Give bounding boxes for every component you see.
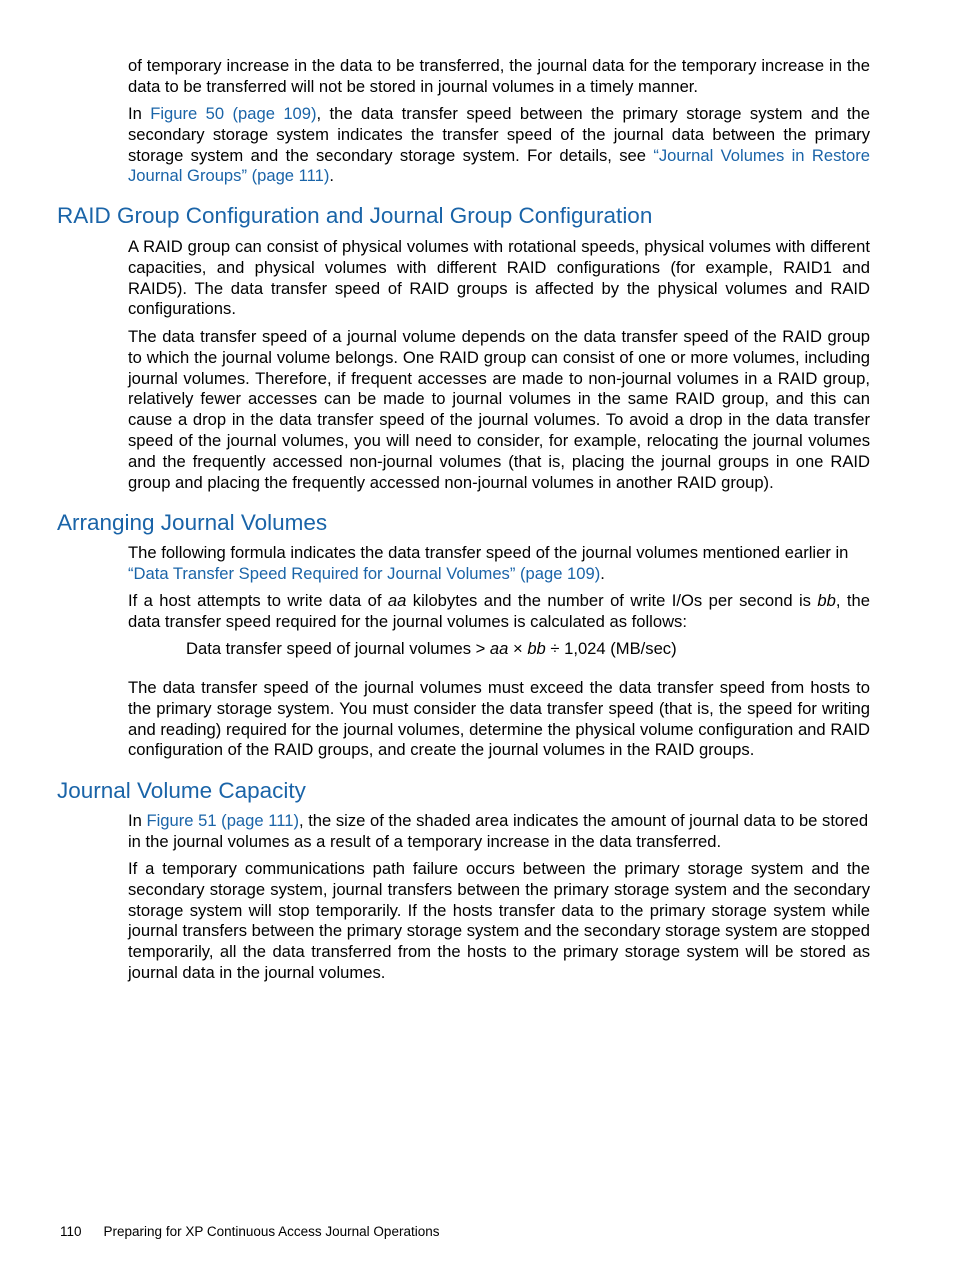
formula-variable-aa: aa xyxy=(489,639,509,658)
section-heading-raid-group: RAID Group Configuration and Journal Group Configuration xyxy=(57,203,653,228)
paragraph-text: A RAID group can consist of physical volumes with rotational speeds, physical volumes with different capacities, and physical volumes with different RAID configurations (for example, RAID1 and RAID5). The data transfer speed of RAID groups is affected by the physical volumes and RAID configurations. xyxy=(128,237,870,319)
paragraph-raid-1 xyxy=(128,237,870,320)
footer-title: Preparing for XP Continuous Access Journal Operations xyxy=(103,1224,440,1239)
paragraph-figure50 xyxy=(128,104,870,187)
paragraph-text: The data transfer speed of the journal volumes must exceed the data transfer speed from hosts to the primary storage system. You must consider the data transfer speed (that is, the speed for writing and reading) required for the journal volumes, determine the physical volume configuration and RAID configuration of the RAID groups, and create the journal volumes in the RAID groups. xyxy=(128,678,870,760)
paragraph-text: of temporary increase in the data to be transferred, the journal data for the temporary increase in the data to be transferred will not be stored in journal volumes in a timely manner. xyxy=(128,56,870,96)
paragraph-capacity-2 xyxy=(128,859,870,984)
text-run: , the data transfer speed between the primary storage system and the secondary storage system indicates the transfer speed of the journal data between the primary storage system and the secondary storage system. For details, see xyxy=(128,104,870,165)
text-run: . xyxy=(600,563,605,583)
text-run: , the size of the shaded area indicates the amount of journal data to be stored in the journal volumes as a result of a temporary increase in the data transferred. xyxy=(128,811,869,851)
figure-51-link[interactable]: Figure 51 (page 111) xyxy=(146,811,299,830)
paragraph-arranging-1 xyxy=(128,543,870,585)
formula-text: ÷ 1,024 (MB/sec) xyxy=(545,639,677,658)
figure-50-link[interactable]: Figure 50 (page 109) xyxy=(150,104,317,123)
section-heading-arranging: Arranging Journal Volumes xyxy=(57,510,328,535)
paragraph-text: The data transfer speed of a journal volume depends on the data transfer speed of the RAID group to which the journal volume belongs. One RAID group can consist of one or more volumes, including journal volumes. Therefore, if frequent accesses are made to non-journal volumes in a RAID group, relatively fewer accesses can be made to journal volumes in the same RAID group, and this can cause a drop in the data transfer speed of the journal volumes. To avoid a drop in the data transfer speed of the journal volumes, you will need to consider, for example, relocating the journal volumes and the frequently accessed non-journal volumes (that is, placing the journal groups in one RAID group and placing the frequently accessed non-journal volumes in another RAID group). xyxy=(128,327,870,492)
text-run: In xyxy=(128,811,147,830)
paragraph-text: If a temporary communications path failure occurs between the primary storage system and the secondary storage system, journal transfers between the primary storage system and the secondary storage system will stop temporarily. If the hosts transfer data to the primary storage system while journal transfers between the primary storage system and the secondary storage system are stopped temporarily, all the data transferred from the hosts to the primary storage system will be stored as journal data in the journal volumes. xyxy=(128,859,870,982)
paragraph-arranging-3 xyxy=(128,678,870,761)
data-transfer-speed-link[interactable]: “Data Transfer Speed Required for Journal Volumes” (page 109) xyxy=(128,563,601,583)
page-number: 110 xyxy=(60,1224,82,1239)
paragraph-arranging-2 xyxy=(128,591,870,633)
paragraph-raid-2 xyxy=(128,327,870,493)
variable-aa: aa xyxy=(387,591,407,610)
formula xyxy=(186,639,677,660)
text-run: In xyxy=(128,104,151,123)
variable-bb: bb xyxy=(817,591,836,610)
formula-text: Data transfer speed of journal volumes > xyxy=(186,639,490,658)
section-heading-capacity: Journal Volume Capacity xyxy=(57,778,306,803)
formula-times: × xyxy=(508,639,528,658)
text-run: The following formula indicates the data transfer speed of the journal volumes mentioned earlier in xyxy=(128,543,849,562)
formula-variable-bb: bb xyxy=(527,639,546,658)
text-run: . xyxy=(329,166,335,186)
text-run: kilobytes and the number of write I/Os per second is xyxy=(406,591,818,610)
text-run: , the data transfer speed required for the journal volumes is calculated as follows: xyxy=(128,591,870,631)
paragraph-continuation xyxy=(128,56,870,98)
page-footer xyxy=(60,1223,439,1241)
journal-volumes-restore-link[interactable]: “Journal Volumes in Restore Journal Groups” (page 111) xyxy=(128,145,870,186)
text-run: If a host attempts to write data of xyxy=(128,591,388,610)
paragraph-capacity-1 xyxy=(128,811,870,853)
